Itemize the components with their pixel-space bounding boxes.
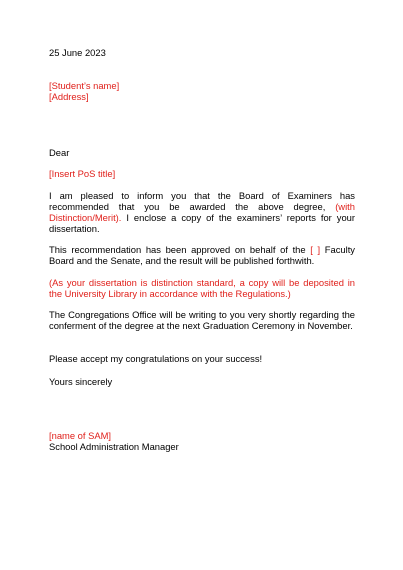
recipient-address: [Address]	[49, 91, 89, 102]
faculty-placeholder: [ ]	[310, 244, 321, 255]
signatory-name: [name of SAM]	[49, 430, 112, 441]
paragraph-award-text-1: I am pleased to inform you that the Board of Examiners has recommended that you be awarded the above degree,	[49, 190, 355, 212]
closing: Yours sincerely	[49, 376, 113, 387]
paragraph-congratulations: Please accept my congratulations on your success!	[49, 353, 263, 364]
paragraph-congregations: The Congregations Office will be writing to you very shortly regarding the conferment of the degree at the next Graduation Ceremony in November.	[49, 309, 355, 331]
paragraph-deposit: (As your dissertation is distinction standard, a copy will be deposited in the University Library in accordance with the Regulations.)	[49, 277, 355, 299]
pos-title: [Insert PoS title]	[49, 168, 116, 179]
recipient-name: [Student’s name]	[49, 80, 120, 91]
paragraph-award	[49, 190, 355, 234]
paragraph-approval-text-2: Faculty Board and the Senate, and the result will be published forthwith.	[49, 244, 355, 266]
paragraph-approval	[49, 244, 355, 266]
paragraph-approval-text-1: This recommendation has been approved on behalf of the	[49, 244, 306, 255]
paragraph-award-text-2: I enclose a copy of the examiners’ reports for your dissertation.	[49, 212, 355, 234]
signatory-title: School Administration Manager	[49, 441, 179, 452]
salutation: Dear	[49, 147, 70, 158]
signature-block	[49, 430, 355, 452]
distinction-placeholder: (with Distinction/Merit).	[49, 201, 355, 223]
letter-date: 25 June 2023	[49, 47, 106, 58]
recipient-block	[49, 80, 355, 102]
